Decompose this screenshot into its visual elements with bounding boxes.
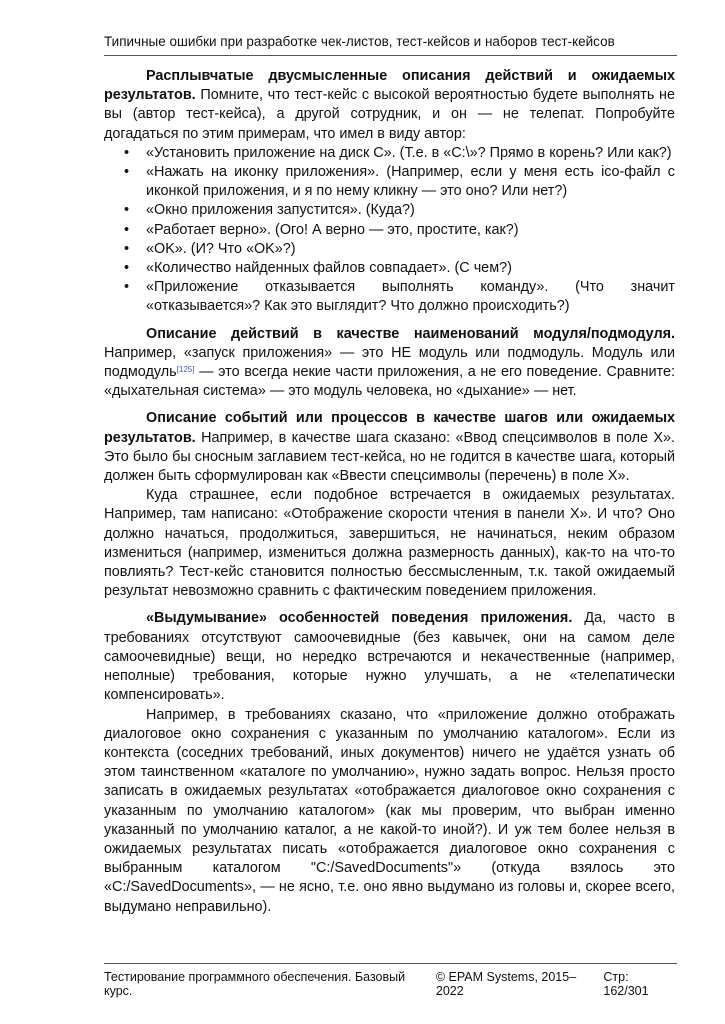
section-text: Например, в качестве шага сказано: «Ввод спецсимволов в поле X». Это было бы сносным заглавием тест-кейса, но не годится в качестве шага, который должен быть сформулирован как «Ввести спецсимволы (перечень) в поле X». <box>104 429 675 485</box>
section-invented-behavior <box>104 609 675 705</box>
header-title: Типичные ошибки при разработке чек-листов, тест-кейсов и наборов тест-кейсов <box>104 34 615 49</box>
example-list <box>104 144 675 317</box>
page-footer <box>104 963 677 998</box>
section-vague-descriptions <box>104 67 675 144</box>
footer-course-title: Тестирование программного обеспечения. Базовый курс. <box>104 970 406 998</box>
footer-copyright: © EPAM Systems, 2015–2022 <box>435 970 577 998</box>
list-item: • «Окно приложения запустится». (Куда?) <box>104 201 675 220</box>
footnote-link[interactable]: [125] <box>176 365 195 375</box>
list-item: • «Приложение отказывается выполнять команду». (Что значит «отказывается»? Как это выглядит? Что должно происходить?) <box>104 278 675 316</box>
footer-page-number: Стр: 162/301 <box>603 970 649 998</box>
section-events-as-steps <box>104 409 675 486</box>
list-item: • «Количество найденных файлов совпадает». (С чем?) <box>104 259 675 278</box>
section-heading: Описание событий или процессов в качестве шагов или ожидаемых результатов. <box>104 410 675 446</box>
section-text: Да, часто в требованиях отсутствуют самоочевидные (без кавычек, они на самом деле самоочевидные) вещи, но нередко встречаются и некачественные (например, неполные) требования, которые нужно улучшать, а не «телепатически компенсировать». <box>104 610 675 704</box>
list-item: • «Установить приложение на диск C». (Т.е. в «C:\»? Прямо в корень? Или как?) <box>104 144 675 163</box>
section-text: — это всегда некие части приложения, а не его поведение. Сравните: «дыхательная система» — это модуль человека, но «дыхание» — нет. <box>104 364 675 400</box>
list-item: • «Нажать на иконку приложения». (Например, если у меня есть ico-файл с иконкой приложения, и я по нему кликну — это оно? Или нет?) <box>104 163 675 201</box>
running-header <box>104 34 677 56</box>
list-item: • «OK». (И? Что «OK»?) <box>104 240 675 259</box>
section-heading: «Выдумывание» особенностей поведения приложения. <box>146 610 573 627</box>
paragraph: Куда страшнее, если подобное встречается в ожидаемых результатах. Например, там написано: «Отображение скорости чтения в панели X». И что? Оно должно начаться, продолжиться, завершиться, не начинаться, неким образом измениться (например, измениться должна размерность данных), как-то на что-то повлиять? Тест-кейс становится полностью бессмысленным, т.к. такой ожидаемый результат невозможно сравнить с фактическим поведением приложения. <box>104 487 675 600</box>
section-heading: Описание действий в качестве наименований модуля/подмодуля. <box>146 325 675 342</box>
section-module-naming <box>104 325 675 402</box>
page-content <box>104 67 675 917</box>
section-text: Например, «запуск приложения» — это НЕ модуль или подмодуль. Модуль или подмодуль <box>104 344 675 381</box>
section-heading: Расплывчатые двусмысленные описания действий и ожидаемых результатов. <box>104 68 675 104</box>
paragraph: Например, в требованиях сказано, что «приложение должно отображать диалоговое окно сохранения с указанным по умолчанию каталогом». Если из контекста (соседних требований, иных документов) ничего не удаётся узнать об этом таинственном «каталоге по умолчанию», нужно задать вопрос. Нельзя просто записать в ожидаемых результатах «отображается диалоговое окно сохранения с указанным по умолчанию каталогом» (как мы проверим, что выбран именно указанный по умолчанию каталог, а не какой-то иной?). И уж тем более нельзя в ожидаемых результатах писать «отображается диалоговое окно сохранения с выбранным каталогом "C:/SavedDocuments"» (откуда взялось это «C:/SavedDocuments», — не ясно, т.е. оно явно выдумано из головы и, скорее всего, выдумано неправильно). <box>104 706 675 915</box>
list-item: • «Работает верно». (Ого! А верно — это, простите, как?) <box>104 221 675 240</box>
section-text: Помните, что тест-кейс с высокой вероятностью будете выполнять не вы (автор тест-кейса), а другой сотрудник, и он — не телепат. Попробуйте догадаться по этим примерам, что имел в виду автор: <box>104 87 675 142</box>
